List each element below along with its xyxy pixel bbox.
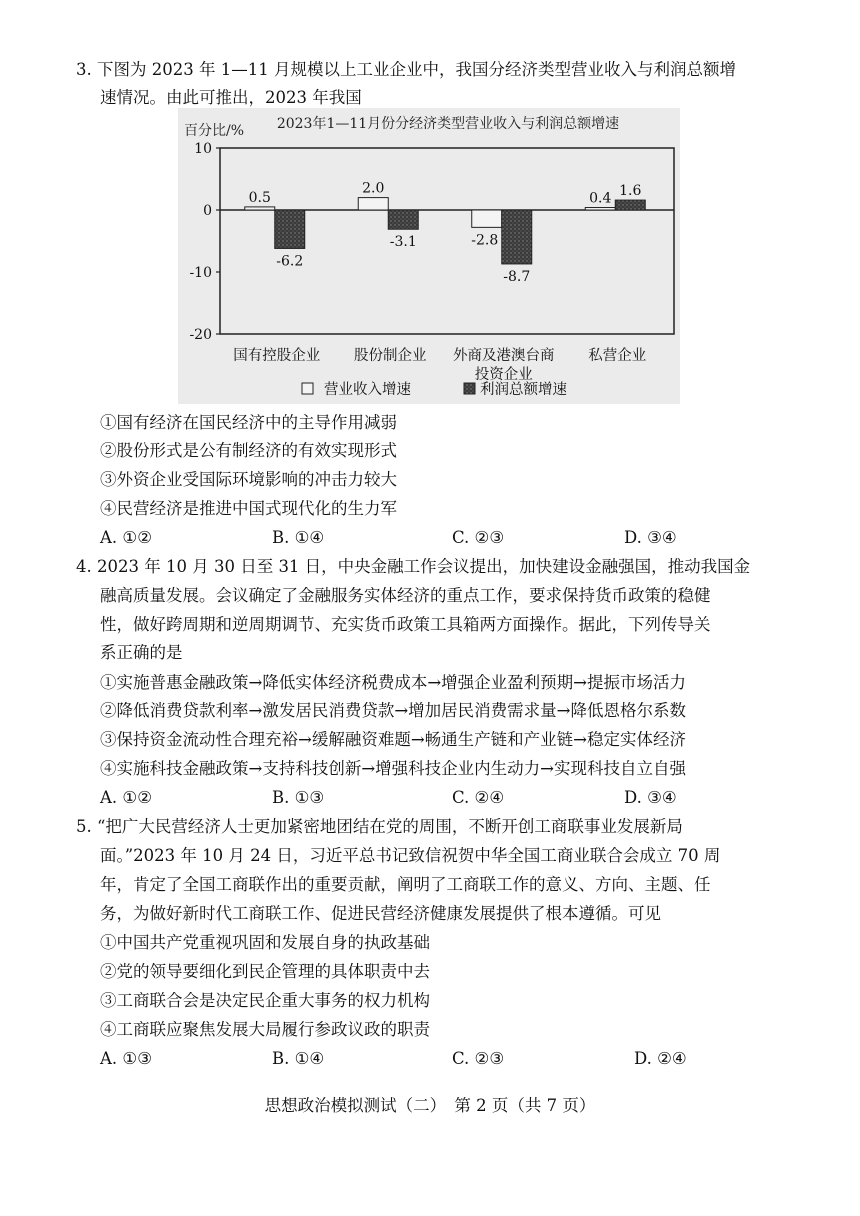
profit-growth-bar — [388, 210, 418, 229]
q5-stem-line-3: 年，肯定了全国工商联作出的重要贡献，阐明了工商联工作的意义、方向、主题、任 — [100, 875, 711, 894]
revenue-data-label: 2.0 — [362, 180, 385, 197]
profit-data-label: -6.2 — [276, 253, 304, 270]
q4-options — [100, 788, 800, 808]
q5-option-b[interactable]: B. ①④ — [272, 1049, 325, 1068]
q4-option-c[interactable]: C. ②④ — [452, 788, 505, 807]
q4-stem-line-3: 性，做好跨周期和逆周期调节、充实货币政策工具箱两方面操作。据此，下列传导关 — [100, 615, 711, 634]
q5-stem-line-2: 面。”2023 年 10 月 24 日，习近平总书记致信祝贺中华全国工商业联合会成立 70 周 — [100, 846, 721, 865]
q5-stem-line-1: 5. “把广大民营经济人士更加紧密地团结在党的周围，不断开创工商联事业发展新局 — [76, 817, 683, 836]
q4-stem-line-4: 系正确的是 — [100, 643, 183, 662]
q3-statement-4: ④民营经济是推进中国式现代化的生力军 — [100, 499, 397, 518]
q3-stem-line-2: 速情况。由此可推出，2023 年我国 — [100, 88, 362, 107]
revenue-growth-bar — [472, 210, 502, 227]
profit-data-label: -3.1 — [389, 234, 417, 251]
q4-statement-2: ②降低消费贷款利率→激发居民消费贷款→增加居民消费需求量→降低恩格尔系数 — [100, 701, 686, 720]
q5-statement-3: ③工商联合会是决定民企重大事务的权力机构 — [100, 991, 430, 1010]
q3-option-d[interactable]: D. ③④ — [624, 528, 677, 547]
q5-options — [100, 1049, 800, 1069]
legend-label-profit: 利润总额增速 — [480, 382, 567, 398]
revenue-growth-bar — [245, 207, 275, 210]
x-category-label: 私营企业 — [588, 348, 647, 364]
q3-statement-2: ②股份形式是公有制经济的有效实现形式 — [100, 441, 397, 460]
q3-option-a[interactable]: A. ①② — [100, 528, 152, 547]
q3-stem-line-1: 3. 下图为 2023 年 1—11 月规模以上工业企业中，我国分经济类型营业收入与利润总额增 — [76, 60, 736, 79]
q4-statement-4: ④实施科技金融政策→支持科技创新→增强科技企业内生动力→实现科技自立自强 — [100, 759, 686, 778]
q4-stem-line-1: 4. 2023 年 10 月 30 日至 31 日，中央金融工作会议提出，加快建设金融强国，推动我国金 — [76, 557, 751, 576]
x-category-label: 投资企业 — [474, 367, 533, 383]
x-category-label: 股份制企业 — [354, 348, 427, 364]
q5-statement-2: ②党的领导要细化到民企管理的具体职责中去 — [100, 962, 430, 981]
y-tick-label: -10 — [189, 265, 212, 281]
q4-option-d[interactable]: D. ③④ — [624, 788, 677, 807]
q3-statement-1: ①国有经济在国民经济中的主导作用减弱 — [100, 413, 397, 432]
y-axis-label: 百分比/% — [184, 123, 245, 139]
q5-statement-4: ④工商联应聚焦发展大局履行参政议政的职责 — [100, 1020, 430, 1039]
q5-option-c[interactable]: C. ②③ — [452, 1049, 505, 1068]
x-category-label: 外商及港澳台商 — [453, 348, 555, 364]
legend-label-revenue: 营业收入增速 — [324, 382, 411, 398]
y-tick-label: -20 — [189, 327, 212, 343]
q5-statement-1: ①中国共产党重视巩固和发展自身的执政基础 — [100, 933, 430, 952]
q3-statement-3: ③外资企业受国际环境影响的冲击力较大 — [100, 470, 397, 489]
y-tick-label: 10 — [194, 141, 212, 157]
q5-option-d[interactable]: D. ②④ — [634, 1049, 687, 1068]
revenue-data-label: -2.8 — [471, 232, 499, 249]
bar-chart — [178, 108, 680, 404]
x-category-label: 国有控股企业 — [233, 348, 321, 364]
profit-growth-bar — [615, 200, 645, 210]
page-footer: 思想政治模拟测试（二） 第 2 页（共 7 页） — [264, 1096, 596, 1115]
chart-title: 2023年1—11月份分经济类型营业收入与利润总额增速 — [276, 116, 620, 132]
revenue-data-label: 0.4 — [589, 190, 612, 207]
q5-stem-line-4: 务，为做好新时代工商联工作、促进民营经济健康发展提供了根本遵循。可见 — [100, 904, 661, 923]
q3-option-b[interactable]: B. ①④ — [272, 528, 325, 547]
profit-data-label: -8.7 — [503, 268, 531, 285]
profit-data-label: 1.6 — [619, 183, 642, 200]
profit-growth-bar — [275, 210, 305, 248]
q4-stem-line-2: 融高质量发展。会议确定了金融服务实体经济的重点工作，要求保持货币政策的稳健 — [100, 586, 711, 605]
revenue-growth-bar — [585, 208, 615, 210]
q4-option-a[interactable]: A. ①② — [100, 788, 152, 807]
y-tick-label: 0 — [203, 203, 212, 219]
q4-statement-3: ③保持资金流动性合理充裕→缓解融资难题→畅通生产链和产业链→稳定实体经济 — [100, 730, 686, 749]
q3-option-c[interactable]: C. ②③ — [452, 528, 505, 547]
profit-growth-bar — [502, 210, 532, 264]
revenue-data-label: 0.5 — [248, 189, 271, 206]
legend-swatch-profit — [464, 383, 475, 394]
q5-option-a[interactable]: A. ①③ — [100, 1049, 152, 1068]
revenue-growth-bar — [358, 198, 388, 210]
q4-statement-1: ①实施普惠金融政策→降低实体经济税费成本→增强企业盈利预期→提振市场活力 — [100, 673, 686, 692]
q3-options — [100, 528, 800, 548]
legend-swatch-revenue — [302, 383, 313, 394]
q4-option-b[interactable]: B. ①③ — [272, 788, 325, 807]
